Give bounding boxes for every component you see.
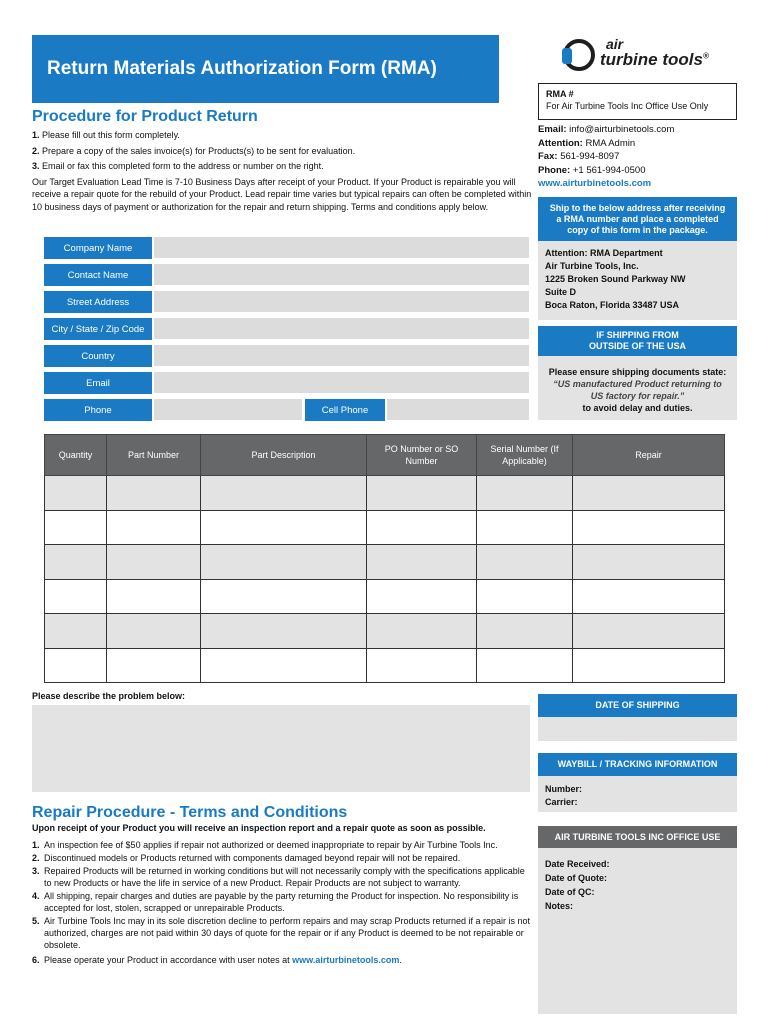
table-cell[interactable]	[477, 614, 573, 649]
table-cell[interactable]	[367, 510, 477, 545]
terms-heading: Repair Procedure - Terms and Conditions	[32, 804, 348, 821]
table-cell[interactable]	[201, 545, 367, 580]
date-quote-label: Date of Quote:	[545, 873, 607, 883]
table-cell[interactable]	[45, 510, 107, 545]
terms-item: 1. An inspection fee of $50 applies if repair not authorized or deemed inappropriate to repair by Air Turbine Tools Inc.	[32, 840, 498, 850]
rma-number-label: RMA #	[546, 89, 574, 99]
notes-label: Notes:	[545, 901, 574, 911]
date-shipping-input[interactable]	[538, 717, 737, 741]
table-cell[interactable]	[367, 648, 477, 683]
date-received-label: Date Received:	[545, 859, 610, 869]
waybill-fields[interactable]	[538, 776, 737, 812]
table-cell[interactable]	[107, 545, 201, 580]
table-cell[interactable]	[45, 648, 107, 683]
address-line: Air Turbine Tools, Inc.	[545, 261, 639, 271]
table-cell[interactable]	[45, 545, 107, 580]
outside-usa-header-line: OUTSIDE OF THE USA	[588, 341, 686, 351]
cell-phone-input[interactable]	[387, 399, 529, 421]
table-cell[interactable]	[107, 510, 201, 545]
table-cell[interactable]	[573, 510, 725, 545]
ship-to-header: Ship to the below address after receiving a RMA number and place a completed copy of this form in the package.	[538, 197, 737, 241]
table-cell[interactable]	[477, 510, 573, 545]
outside-usa-header-line: IF SHIPPING FROM	[596, 330, 679, 340]
table-header-row	[45, 435, 725, 476]
contact-attention: Attention: RMA Admin	[538, 137, 636, 149]
problem-label: Please describe the problem below:	[32, 691, 186, 701]
parts-table	[44, 434, 725, 683]
address-line: 1225 Broken Sound Parkway NW	[545, 274, 686, 284]
procedure-steps	[32, 129, 532, 216]
table-cell[interactable]	[367, 579, 477, 614]
form-title-banner	[32, 35, 499, 103]
form-title: Return Materials Authorization Form (RMA)	[47, 58, 437, 79]
logo-accent-icon	[562, 48, 572, 64]
outside-usa-line: Please ensure shipping documents state:	[548, 367, 727, 377]
contact-email: Email: info@airturbinetools.com	[538, 124, 675, 135]
email-input[interactable]	[154, 372, 529, 394]
table-row	[45, 648, 725, 683]
table-cell[interactable]	[45, 614, 107, 649]
col-part-number: Part Number	[107, 435, 201, 476]
table-cell[interactable]	[201, 579, 367, 614]
table-cell[interactable]	[573, 545, 725, 580]
office-use-header: AIR TURBINE TOOLS INC OFFICE USE	[538, 826, 737, 848]
table-cell[interactable]	[201, 648, 367, 683]
procedure-heading: Procedure for Product Return	[32, 108, 258, 125]
col-po-number: PO Number or SO Number	[367, 435, 477, 476]
table-cell[interactable]	[201, 614, 367, 649]
table-row	[45, 510, 725, 545]
outside-usa-quote: “US manufactured Product returning to US factory for repair.”	[553, 379, 722, 401]
address-line: Attention: RMA Department	[545, 248, 663, 258]
table-row	[45, 614, 725, 649]
company-name-input[interactable]	[154, 237, 529, 259]
table-cell[interactable]	[477, 545, 573, 580]
table-cell[interactable]	[477, 648, 573, 683]
contact-name-input[interactable]	[154, 264, 529, 286]
terms-item: 4. All shipping, repair charges and duties are payable by the party returning the Product for inspection. No responsibility is accepted for lost, stolen, scrapped or unrepairable Products.	[32, 891, 519, 913]
procedure-step: 3. Email or fax this completed form to the address or number on the right.	[32, 161, 324, 171]
table-cell[interactable]	[107, 614, 201, 649]
street-address-label: Street Address	[44, 291, 152, 313]
logo-text-air: air	[606, 36, 624, 52]
city-state-zip-label: City / State / Zip Code	[44, 318, 152, 340]
outside-usa-notice	[538, 356, 737, 420]
terms-list	[32, 822, 532, 967]
terms-item: 6. Please operate your Product in accordance with user notes at www.airturbinetools.com.	[32, 955, 402, 965]
contact-name-label: Contact Name	[44, 264, 152, 286]
terms-subheading: Upon receipt of your Product you will receive an inspection report and a repair quote as soon as possible.	[32, 823, 486, 833]
terms-item: 2. Discontinued models or Products returned with components damaged beyond repair will not be repaired.	[32, 853, 461, 863]
email-label: Email	[44, 372, 152, 394]
table-cell[interactable]	[367, 476, 477, 511]
company-logo	[560, 36, 740, 80]
cell-phone-label: Cell Phone	[305, 399, 385, 421]
outside-usa-line: to avoid delay and duties.	[582, 403, 693, 413]
country-label: Country	[44, 345, 152, 367]
procedure-step: 2. Prepare a copy of the sales invoice(s) for Products(s) to be sent for evaluation.	[32, 145, 356, 156]
date-qc-label: Date of QC:	[545, 887, 595, 897]
table-row	[45, 579, 725, 614]
ship-to-address	[538, 241, 737, 320]
contact-info	[538, 123, 674, 191]
table-cell[interactable]	[45, 476, 107, 511]
website-link[interactable]: www.airturbinetools.com	[538, 178, 652, 190]
table-cell[interactable]	[477, 476, 573, 511]
col-part-description: Part Description	[201, 435, 367, 476]
contact-phone: Phone: +1 561-994-0500	[538, 164, 646, 176]
table-cell[interactable]	[573, 648, 725, 683]
address-line: Boca Raton, Florida 33487 USA	[545, 300, 680, 310]
table-cell[interactable]	[573, 614, 725, 649]
company-name-label: Company Name	[44, 237, 152, 259]
table-cell[interactable]	[367, 614, 477, 649]
table-cell[interactable]	[573, 579, 725, 614]
problem-description-input[interactable]	[32, 705, 530, 792]
phone-label: Phone	[44, 399, 152, 421]
street-address-input[interactable]	[154, 291, 529, 313]
table-cell[interactable]	[477, 579, 573, 614]
procedure-step: 1. Please fill out this form completely.	[32, 130, 180, 140]
table-cell[interactable]	[107, 476, 201, 511]
rma-office-note: For Air Turbine Tools Inc Office Use Only	[546, 101, 709, 111]
terms-website-link[interactable]: www.airturbinetools.com	[292, 955, 400, 965]
table-row	[45, 476, 725, 511]
table-cell[interactable]	[201, 510, 367, 545]
rma-number-box[interactable]	[538, 83, 737, 120]
table-cell[interactable]	[367, 545, 477, 580]
col-repair: Repair	[573, 435, 725, 476]
contact-fax: Fax: 561-994-8097	[538, 151, 620, 163]
office-use-fields[interactable]	[538, 848, 737, 1014]
country-input[interactable]	[154, 345, 529, 367]
phone-input[interactable]	[154, 399, 302, 421]
table-row	[45, 545, 725, 580]
terms-item: 3. Repaired Products will be returned in working conditions but will not necessarily comply with the specifications applicable to new Products or have the life in service of a new Product. Repair Products are not subject to warranty.	[32, 866, 525, 888]
col-serial-number: Serial Number (If Applicable)	[477, 435, 573, 476]
address-line: Suite D	[545, 287, 577, 297]
table-cell[interactable]	[107, 579, 201, 614]
date-shipping-header: DATE OF SHIPPING	[538, 694, 737, 717]
table-cell[interactable]	[573, 476, 725, 511]
table-cell[interactable]	[201, 476, 367, 511]
terms-item: 5. Air Turbine Tools Inc may in its sole discretion decline to perform repairs and may scrap Products returned if a repair is not authorized, charges are not paid within 30 days of quote for the repair or if any Product is deemed to be not repairable or obsolete.	[32, 916, 531, 950]
city-state-zip-input[interactable]	[154, 318, 529, 340]
waybill-carrier-label: Carrier:	[545, 797, 578, 807]
procedure-paragraph: Our Target Evaluation Lead Time is 7-10 Business Days after receipt of your Product. If your Product is repairable you will receive a repair quote for the rebuild of your Product. Lead repair time varies but typical repairs can often be completed within 10 business days of payment or authorization for the repair and return shipping. Terms and conditions apply below.	[32, 176, 532, 212]
table-cell[interactable]	[107, 648, 201, 683]
outside-usa-header	[538, 326, 737, 356]
col-quantity: Quantity	[45, 435, 107, 476]
logo-text-turbine-tools: turbine tools®	[600, 50, 709, 69]
table-cell[interactable]	[45, 579, 107, 614]
waybill-header: WAYBILL / TRACKING INFORMATION	[538, 753, 737, 776]
waybill-number-label: Number:	[545, 784, 583, 794]
